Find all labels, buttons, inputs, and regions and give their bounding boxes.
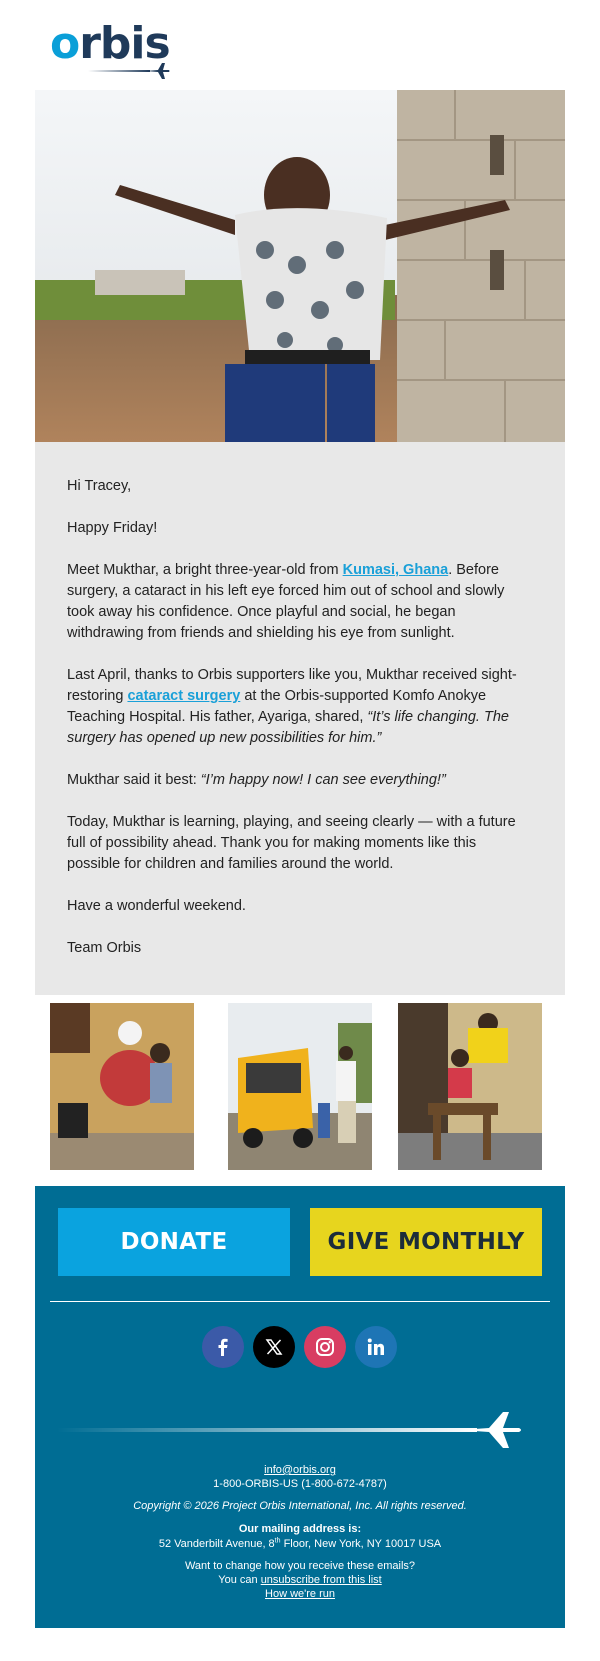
preferences-text: Want to change how you receive these emails?: [184, 1560, 416, 1572]
hero-photo-illustration: [35, 90, 565, 442]
email-header: [0, 0, 600, 90]
paragraph-intro: Meet Mukthar, a bright three-year-old from Kumasi, Ghana. Before surgery, a cataract in his left eye forced him out of school and slowly took away his confidence. Once playful and social, he began withdrawing from friends and shielding his eye from sunlight.: [67, 562, 505, 641]
happy-friday: Happy Friday!: [67, 520, 158, 536]
linkedin-icon[interactable]: [355, 1326, 397, 1368]
thumbnail-tuk-tuk: [228, 1003, 372, 1170]
paragraph-surgery: Last April, thanks to Orbis supporters like you, Mukthar received sight-restoring cataract surgery at the Orbis-supported Komfo Anokye Teaching Hospital. His father, Ayariga, shared, “It’s life changing. The surgery has opened up new possibilities for him.”: [67, 667, 517, 746]
paragraph-today: Today, Mukthar is learning, playing, and seeing clearly — with a future full of possibility ahead. Thank you for making moments like this possible for children and families around the world.: [67, 814, 516, 872]
email-link[interactable]: info@orbis.org: [264, 1464, 336, 1476]
hero-image: [35, 90, 565, 442]
cataract-surgery-link[interactable]: cataract surgery: [127, 688, 241, 704]
photo-row: [35, 1003, 565, 1171]
paragraph-weekend: Have a wonderful weekend.: [67, 898, 246, 914]
mailing-address: 52 Vanderbilt Avenue, 8th Floor, New York, NY 10017 USA: [158, 1537, 442, 1550]
footer-contact: [35, 1463, 565, 1601]
greeting: Hi Tracey,: [67, 478, 132, 494]
footer: [35, 1186, 565, 1628]
give-monthly-button[interactable]: GIVE MONTHLY: [310, 1208, 542, 1276]
x-icon[interactable]: [253, 1326, 295, 1368]
phone-number: 1-800-ORBIS-US (1-800-672-4787): [213, 1478, 387, 1490]
facebook-icon[interactable]: [202, 1326, 244, 1368]
copyright: Copyright © 2026 Project Orbis International, Inc. All rights reserved.: [133, 1500, 467, 1512]
logo-plane-icon: [88, 62, 170, 80]
message-body: [35, 442, 565, 995]
logo-wordmark: orbis: [50, 18, 170, 69]
thumbnail-mother-child: [50, 1003, 194, 1170]
kumasi-ghana-link[interactable]: Kumasi, Ghana: [342, 562, 449, 578]
social-links: [202, 1326, 402, 1368]
unsubscribe-line: You can unsubscribe from this list: [218, 1574, 382, 1586]
unsubscribe-link[interactable]: unsubscribe from this list: [260, 1574, 382, 1586]
paragraph-quote: Mukthar said it best: “I’m happy now! I can see everything!”: [67, 772, 446, 788]
footer-divider: [50, 1301, 550, 1302]
instagram-icon[interactable]: [304, 1326, 346, 1368]
plane-trail-icon: [57, 1410, 527, 1450]
donate-button[interactable]: DONATE: [58, 1208, 290, 1276]
orbis-logo[interactable]: [50, 18, 170, 82]
thumbnail-homework: [398, 1003, 542, 1170]
signoff: Team Orbis: [67, 940, 142, 956]
mailing-address-title: Our mailing address is:: [238, 1523, 362, 1535]
how-were-run-link[interactable]: How we're run: [265, 1588, 335, 1600]
